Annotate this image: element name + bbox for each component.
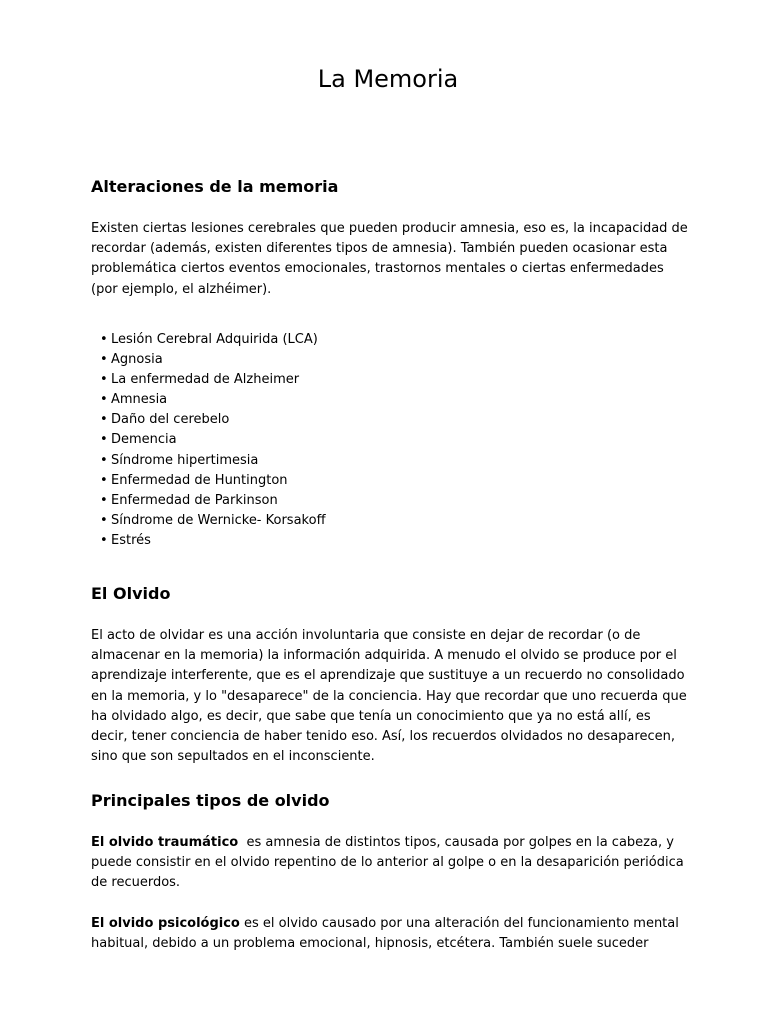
bullet-icon: • <box>100 532 108 548</box>
heading-alteraciones: Alteraciones de la memoria <box>91 177 339 196</box>
bullet-icon: • <box>100 452 108 468</box>
list-item: • Demencia <box>100 430 326 450</box>
list-item: • Estrés <box>100 531 326 551</box>
heading-olvido: El Olvido <box>91 584 171 603</box>
list-item: • Síndrome hipertimesia <box>100 451 326 471</box>
bullet-icon: • <box>100 512 108 528</box>
bullet-icon: • <box>100 372 108 388</box>
term-olvido-traumatico: El olvido traumático <box>91 835 239 850</box>
paragraph-olvido: El acto de olvidar es una acción involuntaria que consiste en dejar de recordar (o de almacenar en la memoria) la información adquirida. A menudo el olvido se produce por el aprendizaje interferente, que es el aprendizaje que sustituye a un recuerdo no consolidado en la memoria, y lo "desaparece" de la conciencia. Hay que recordar que uno recuerda que ha olvidado algo, es decir, que sabe que tenía un conocimiento que ya no está allí, es decir, tener conciencia de haber tenido eso. Así, los recuerdos olvidados no desaparecen, sino que son sepultados en el inconsciente. <box>91 628 687 765</box>
bullet-icon: • <box>100 392 108 408</box>
bullet-icon: • <box>100 432 108 448</box>
paragraph-alteraciones: Existen ciertas lesiones cerebrales que pueden producir amnesia, eso es, la incapacidad de recordar (además, existen diferentes tipos de amnesia). También pueden ocasionar esta problemática ciertos eventos emocionales, trastornos mentales o ciertas enfermedades (por ejemplo, el alzhéimer). <box>91 221 688 297</box>
heading-tipos-olvido: Principales tipos de olvido <box>91 791 330 810</box>
list-item: • Agnosia <box>100 350 326 370</box>
document-title: La Memoria <box>317 65 459 93</box>
term-olvido-psicologico: El olvido psicológico <box>91 916 240 931</box>
bullet-icon: • <box>100 352 108 368</box>
list-item: • Daño del cerebelo <box>100 410 326 430</box>
alteraciones-list <box>100 330 326 551</box>
list-item: • La enfermedad de Alzheimer <box>100 370 326 390</box>
bullet-icon: • <box>100 492 108 508</box>
list-item: • Enfermedad de Parkinson <box>100 491 326 511</box>
list-item: • Síndrome de Wernicke- Korsakoff <box>100 511 326 531</box>
paragraph-olvido-traumatico: El olvido traumático es amnesia de distintos tipos, causada por golpes en la cabeza, y puede consistir en el olvido repentino de lo anterior al golpe o en la desaparición periódica de recuerdos. <box>91 835 688 891</box>
bullet-icon: • <box>100 412 108 428</box>
bullet-icon: • <box>100 472 108 488</box>
list-item: • Lesión Cerebral Adquirida (LCA) <box>100 330 326 350</box>
list-item: • Amnesia <box>100 390 326 410</box>
paragraph-olvido-psicologico: El olvido psicológico es el olvido causado por una alteración del funcionamiento mental habitual, debido a un problema emocional, hipnosis, etcétera. También suele suceder <box>91 916 684 952</box>
list-item: • Enfermedad de Huntington <box>100 471 326 491</box>
bullet-icon: • <box>100 332 108 347</box>
